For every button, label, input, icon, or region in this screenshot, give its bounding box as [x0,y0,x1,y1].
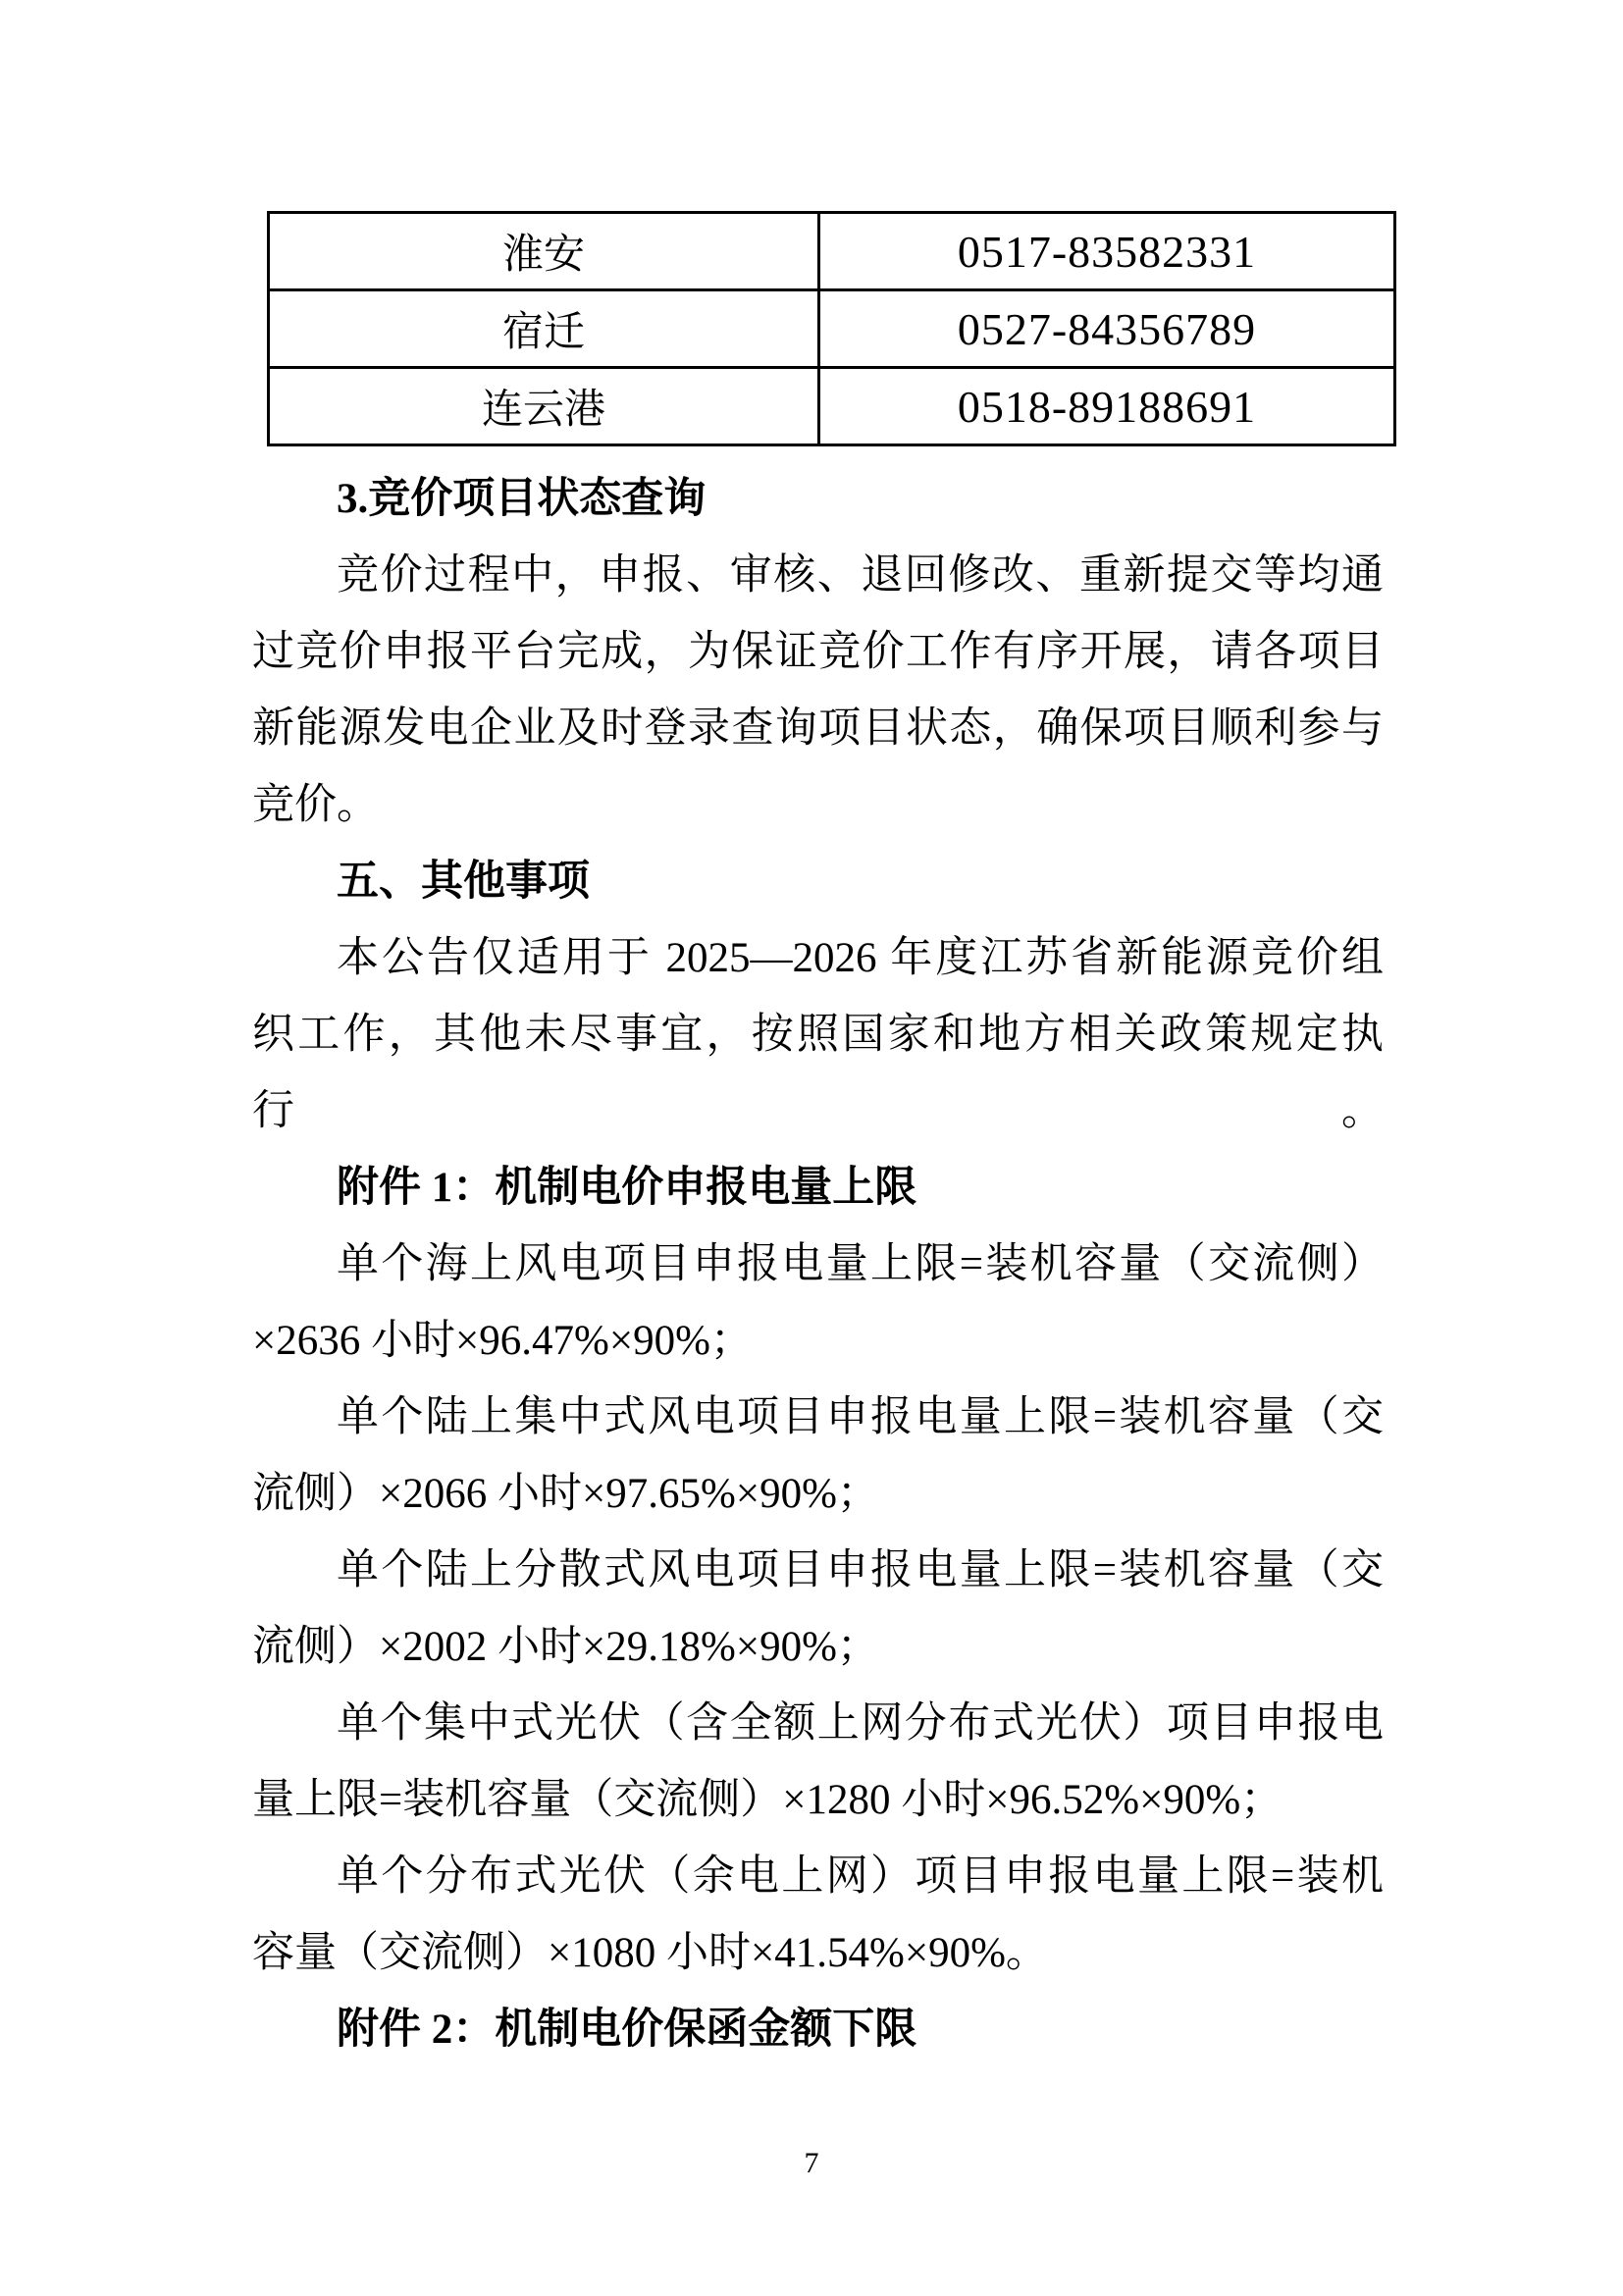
formula-line: 单个集中式光伏（含全额上网分布式光伏）项目申报电 [337,1700,1384,1747]
city-cell: 连云港 [269,368,819,445]
paragraph-line: 织工作，其他未尽事宜，按照国家和地方相关政策规定执行。 [252,1012,1384,1134]
formula-line: 容量（交流侧）×1080 小时×41.54%×90%。 [252,1930,1048,1976]
paragraph-line: 竞价过程中，申报、审核、退回修改、重新提交等均通 [337,552,1384,599]
paragraph-line: 竞价。 [252,782,379,828]
city-cell: 宿迁 [269,290,819,368]
formula-line: 单个陆上分散式风电项目申报电量上限=装机容量（交 [337,1547,1384,1593]
formula-line: 单个陆上集中式风电项目申报电量上限=装机容量（交 [337,1394,1384,1440]
city-cell: 淮安 [269,213,819,290]
paragraph-line: 新能源发电企业及时登录查询项目状态，确保项目顺利参与 [252,705,1384,752]
phone-cell: 0517-83582331 [819,213,1395,290]
formula-line: ×2636 小时×96.47%×90%； [252,1318,753,1364]
heading-annex1: 附件 1：机制电价申报电量上限 [337,1165,917,1211]
formula-line: 单个分布式光伏（余电上网）项目申报电量上限=装机 [337,1853,1384,1900]
heading-status-query: 3.竞价项目状态查询 [337,476,707,522]
paragraph-line: 过竞价申报平台完成，为保证竞价工作有序开展，请各项目 [252,629,1384,675]
formula-line: 流侧）×2002 小时×29.18%×90%； [252,1624,879,1670]
formula-line: 量上限=装机容量（交流侧）×1280 小时×96.52%×90%； [252,1777,1283,1823]
table-row [269,213,1395,290]
contact-table [267,211,1396,446]
phone-cell: 0527-84356789 [819,290,1395,368]
paragraph-line: 本公告仅适用于 2025—2026 年度江苏省新能源竞价组 [337,935,1384,981]
formula-line: 流侧）×2066 小时×97.65%×90%； [252,1471,879,1517]
formula-line: 单个海上风电项目申报电量上限=装机容量（交流侧） [337,1241,1384,1287]
heading-annex2: 附件 2：机制电价保函金额下限 [337,2007,917,2053]
phone-cell: 0518-89188691 [819,368,1395,445]
page-number: 7 [804,2147,819,2179]
document-body [252,461,1384,2068]
table-row [269,368,1395,445]
table-row [269,290,1395,368]
heading-other-matters: 五、其他事项 [337,859,590,905]
